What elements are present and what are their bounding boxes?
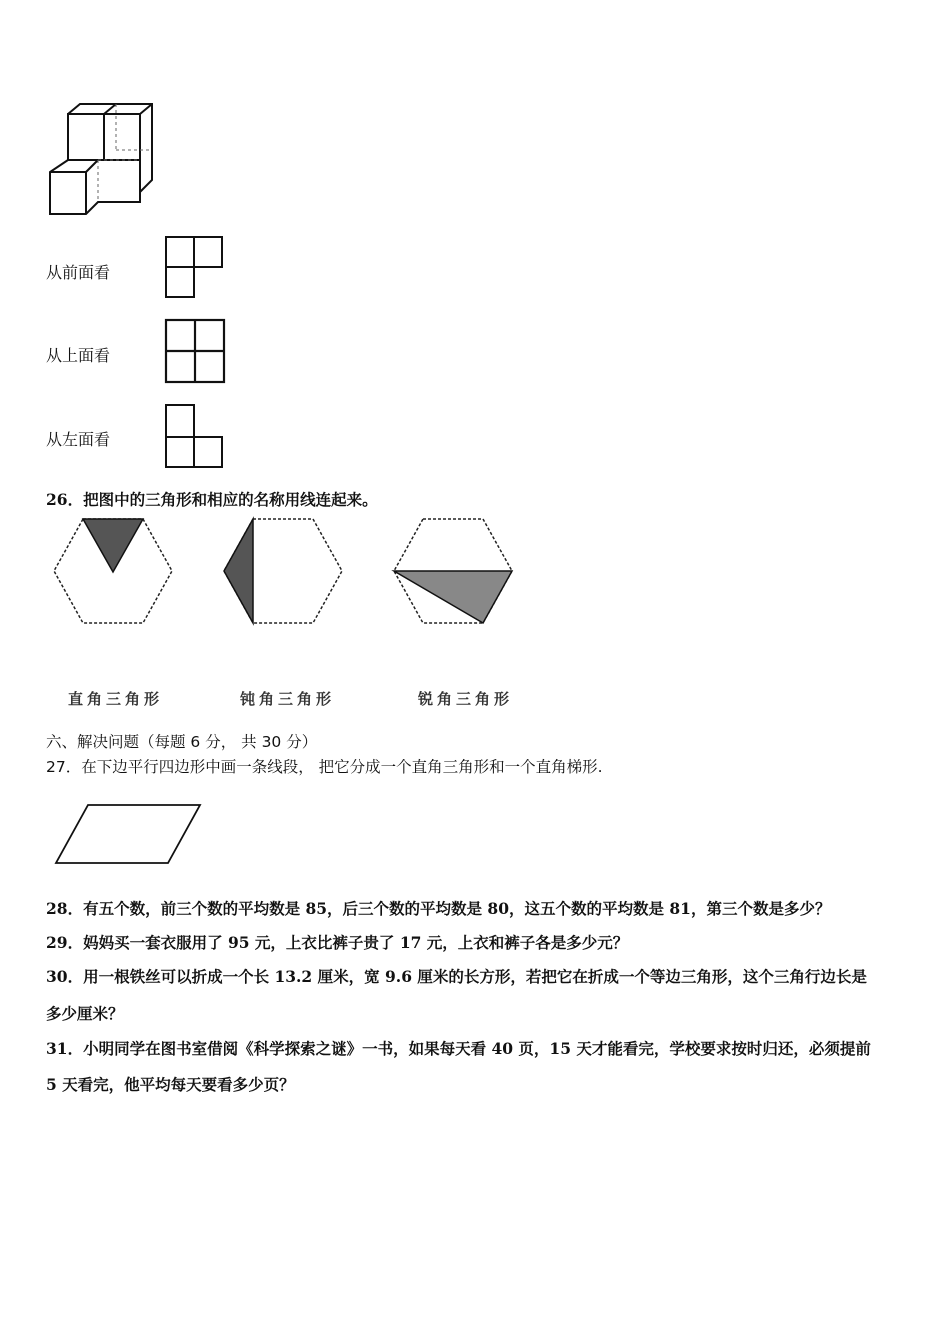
question-30-line-1: 30．用一根铁丝可以折成一个长 13.2 厘米，宽 9.6 厘米的长方形，若把它在折成一个等边三角形，这个三角行边长是 <box>46 967 867 986</box>
left-view-figure <box>164 403 224 471</box>
top-view-figure <box>164 318 228 384</box>
question-26: 26．把图中的三角形和相应的名称用线连起来。 <box>46 490 378 509</box>
front-view-figure <box>164 235 224 301</box>
view-label-left: 从左面看 <box>46 430 111 449</box>
question-27: 27．在下边平行四边形中画一条线段， 把它分成一个直角三角形和一个直角梯形. <box>46 758 603 776</box>
hexagon-1-acute-triangle <box>50 516 176 626</box>
cube-solid-figure <box>40 100 160 220</box>
question-28: 28．有五个数，前三个数的平均数是 85，后三个数的平均数是 80，这五个数的平均数是 81，第三个数是多少？ <box>46 899 831 918</box>
hexagon-2-obtuse-triangle <box>220 516 346 626</box>
parallelogram-figure <box>50 800 210 870</box>
view-label-front: 从前面看 <box>46 263 111 282</box>
question-30-line-2: 多少厘米？ <box>46 1004 124 1023</box>
name-acute-triangle: 锐角三角形 <box>418 690 514 708</box>
question-31-line-2: 5 天看完，他平均每天要看多少页？ <box>46 1075 295 1094</box>
name-right-triangle: 直角三角形 <box>68 690 164 708</box>
view-label-top: 从上面看 <box>46 346 111 365</box>
hexagon-3-right-triangle <box>390 516 516 626</box>
name-obtuse-triangle: 钝角三角形 <box>240 690 336 708</box>
question-31-line-1: 31．小明同学在图书室借阅《科学探索之谜》一书，如果每天看 40 页，15 天才能看完，学校要求按时归还，必须提前 <box>46 1039 871 1058</box>
section-6-heading: 六、解决问题（每题 6 分， 共 30 分） <box>46 733 318 751</box>
question-29: 29．妈妈买一套衣服用了 95 元，上衣比裤子贵了 17 元，上衣和裤子各是多少元？ <box>46 933 629 952</box>
